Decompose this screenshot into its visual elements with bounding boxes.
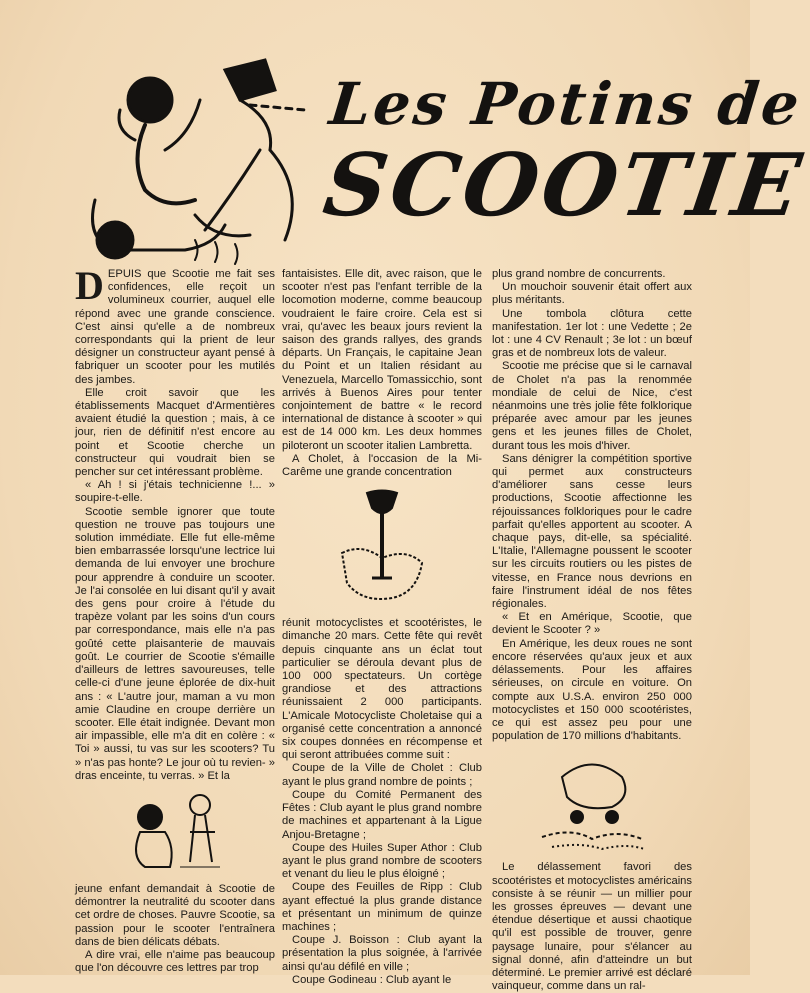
paragraph: En Amérique, les deux roues ne sont encore réservées qu'aux jeux et aux délassements. Pour les affaires sérieuses, on circule en voiture. On compte aux U.S.A. environ 250 000 motocyclistes et 150 000 scootéristes, ce qui est assez peu pour une population de 170 millions d'habitants. <box>492 637 692 743</box>
scootie-couple-illustration <box>75 40 325 270</box>
title-line-1: Les Potins de <box>326 70 806 138</box>
column-1 <box>75 263 275 975</box>
paragraph: Un mouchoir souvenir était offert aux plus méritants. <box>492 281 692 307</box>
paragraph: Coupe du Comité Permanent des Fêtes : Club ayant le plus grand nombre de machines et appartenant à la Ligue Anjou-Bretagne ; <box>282 788 482 841</box>
paragraph: Sans dénigrer la compétition sportive qui permet aux constructeurs d'améliorer sans cesse leurs productions, Scootie affectionne les réjouissances folkloriques pour le cadre parfait qu'elles apportent au scooter. A chaque pays, dit-elle, sa spécialité. L'Italie, l'Allemagne poussent le scooter sur les circuits routiers ou les pistes de vitesse, en France nous devrions en faire l'instrument idéal de nos fêtes régionales. <box>492 452 692 611</box>
column-2 <box>282 268 482 987</box>
paragraph: Coupe de la Ville de Cholet : Club ayant le plus grand nombre de points ; <box>282 762 482 788</box>
paragraph: Coupe Godineau : Club ayant le <box>292 973 452 986</box>
paragraph: Une tombola clôtura cette manifestation. 1er lot : une Vedette ; 2e lot : une 4 CV Renault ; 3e lot : un bœuf gras et de nombreux lots de valeur. <box>492 307 692 360</box>
drop-cap: D <box>75 263 104 308</box>
paragraph: Scootie semble ignorer que toute question ne trouve pas toujours une solution immédiate. Elle fut elle-même bien embarrassée lorsqu'une lectrice lui demanda de lui envoyer une brochure pour apprendre à conduire un scooter. Je l'ai consolée en lui disant qu'il y avait des gens pour croire à l'étude du trapèze volant par les soins d'un cours par correspondance, mais elle n'a pas goûté cette plaisanterie de mauvais goût. Le courrier de Scootie s'émaille d'ailleurs de lettres savoureuses, telle celle-ci d'une jeune éplorée de dix-huit ans : « L'autre jour, maman a vu mon amie Claudine en croupe derrière un scooter. Elle était indignée. Devant mon air impassible, elle m'a dit en colère : « Toi » aussi, tu vas sur les scooters? Tu » n'as pas honte? Le jour où tu revien- » dras enceinte, tu verras. » Et la <box>75 505 275 782</box>
paragraph <box>75 263 275 387</box>
paragraph: A Cholet, à l'occasion de la Mi-Carême une grande concentration <box>282 452 482 479</box>
paragraph: Scootie me précise que si le carnaval de Cholet n'a pas la renommée mondiale de celui de Nice, c'est néanmoins une très jolie fête folklorique préparée avec amour par les jeunes gens et les jeunes filles de Cholet, durant tous les mois d'hiver. <box>492 360 692 452</box>
paragraph: A dire vrai, elle n'aime pas beaucoup que l'on découvre ces lettres par trop <box>75 948 275 975</box>
paragraph: réunit motocyclistes et scootéristes, le dimanche 20 mars. Cette fête qui revêt depuis cinquante ans un éclat tout particulier se déroula devant plus de 100 000 spectateurs. Un cortège grandiose et des attractions réunissaient 2 000 participants. L'Amicale Motocycliste Choletaise qui a organisé cette concentration a annoncé six coupes données en récompense et qui seront attribuées comme suit : <box>282 617 482 762</box>
trophy-map-illustration <box>322 483 442 613</box>
desert-race-illustration <box>532 747 652 857</box>
paragraph: « Et en Amérique, Scootie, que devient le Scooter ? » <box>492 611 692 637</box>
paragraph: Coupe des Huiles Super Athor : Club ayant le plus grand nombre de scooters et venant du lieu le plus éloigné ; <box>282 841 482 881</box>
paragraph: « Ah ! si j'étais technicienne !... » soupire-t-elle. <box>75 479 275 505</box>
title-line-2: SCOOTIE <box>317 135 810 236</box>
cartoon-woman-scooter-illustration <box>120 787 230 879</box>
paragraph: Elle croit savoir que les établissements Macquet d'Armentières avaient étudié la question ; mais, à ce jour, rien de définitif n'est encore au point et Scootie cherche un constructeur qui voudrait bien se pencher sur cet intéressant problème. <box>75 386 275 479</box>
column-3 <box>492 268 692 993</box>
paragraph: fantaisistes. Elle dit, avec raison, que le scooter n'est pas l'enfant terrible de la locomotion moderne, comme beaucoup voudraient le faire croire. Cela est si vrai, qu'avec les beaux jours revient la saison des grands rallyes, des grands départs. Un Français, le capitaine Jean du Point et un Italien résidant au Venezuela, Marcello Tomassicchio, sont arrivés à Buenos Aires pour tenter conjointement de battre « le record international de distance à scooter » qui est de 14 000 km. Les deux hommes piloteront un scooter italien Lambretta. <box>282 268 482 452</box>
paragraph: Coupe J. Boisson : Club ayant la présentation la plus soignée, à l'arrivée ainsi qu'au défilé en ville ; <box>282 934 482 973</box>
paragraph: plus grand nombre de concurrents. <box>492 268 666 280</box>
article-header <box>75 40 810 275</box>
paragraph-text: EPUIS que Scootie me fait ses confidences, elle reçoit un volumineux courrier, auquel elle répond avec une grande conscience. C'est ainsi qu'elle a de nombreux correspondants qui la prient de leur désigner un constructeur ayant pensé à fabriquer un scooter pour les mutilés des jambes. <box>75 268 275 386</box>
paragraph: Le délassement favori des scootéristes et motocyclistes américains consiste à se réunir — un millier pour les grosses épreuves — devant une étendue désertique et aussi chaotique qu'il est possible de trouver, genre paysage lunaire, pour s'élancer au signal donné, afin d'atteindre un but déterminé. Le premier arrivé est déclaré vainqueur, comme dans un ral- <box>492 861 692 993</box>
paragraph: jeune enfant demandait à Scootie de démontrer la neutralité du scooter dans cet ordre de choses. Pauvre Scootie, sa passion pour le scooter l'entraînera dans de bien délicats débats. <box>75 882 275 948</box>
paragraph: Coupe des Feuilles de Ripp : Club ayant effectué la plus grande distance et présentant un minimum de quinze machines ; <box>282 881 482 933</box>
